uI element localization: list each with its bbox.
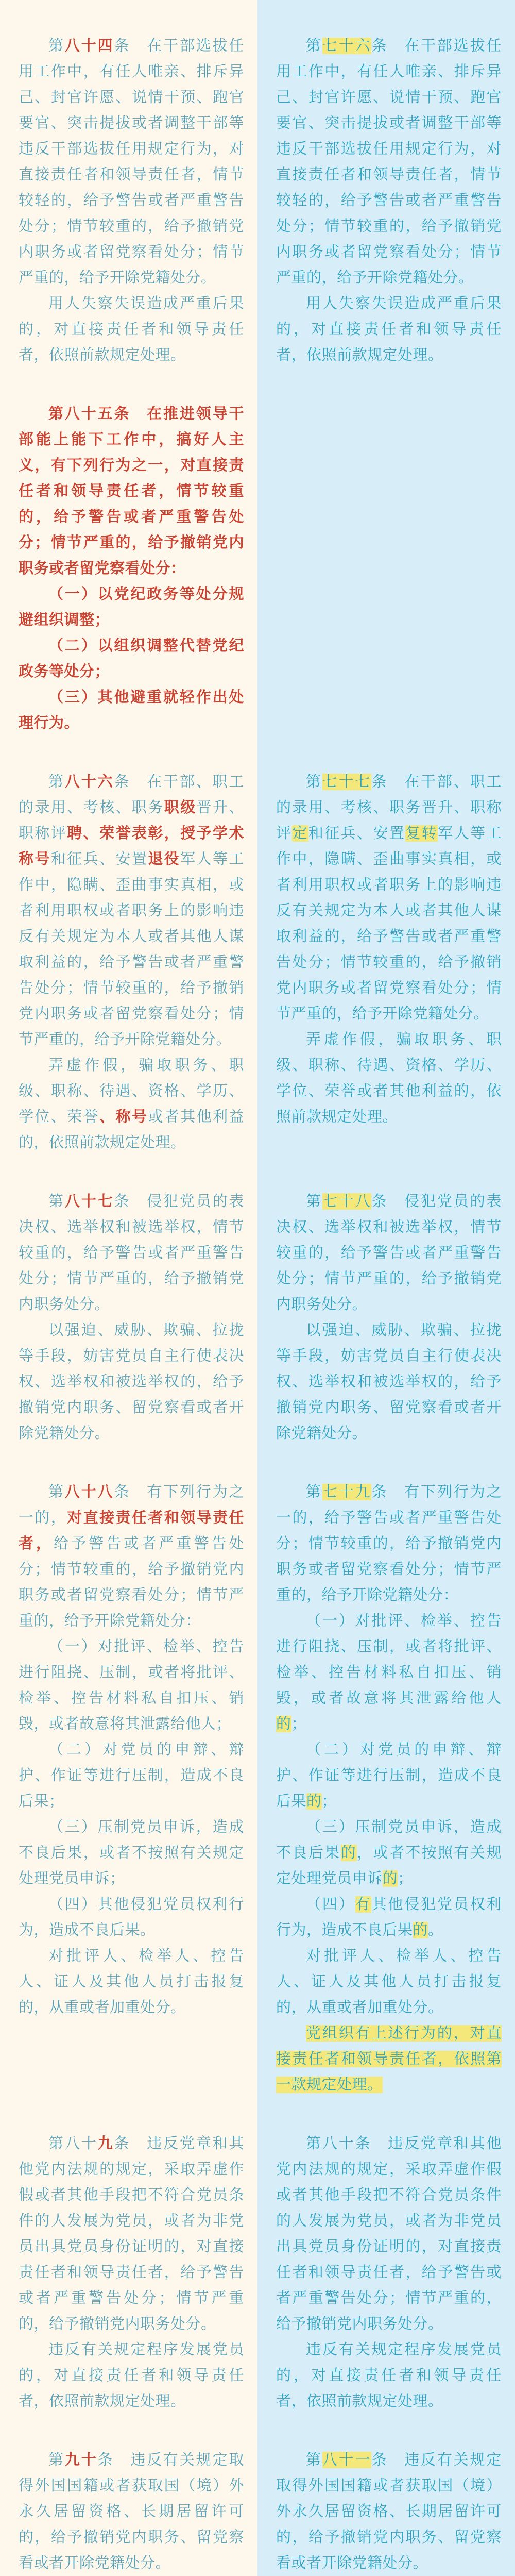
text-run: （四） <box>306 1896 355 1913</box>
article-paragraph <box>19 2337 244 2414</box>
article-paragraph <box>19 1814 244 1892</box>
text-run: 军人等工作中，隐瞒、歪曲事实真相，或者利用职权或者职务上的影响违反有关规定为本人或者其他人谋取利益的，给予警告或者严重警告处分；情节较重的，给予撤销党内职务或者留党察看处分；情节严重的，给予开除党籍处分。 <box>276 825 502 1022</box>
article-paragraph <box>19 1052 244 1156</box>
highlighted-text-run: 有 <box>355 1896 372 1913</box>
article-paragraph <box>276 2447 502 2576</box>
text-run: （一）对批评、检举、控告进行阻挠、压制，或者将批评、检举、控告材料私自扣压、销毁，或者故意将其泄露给他人 <box>276 1613 502 1707</box>
article-paragraph <box>276 2337 502 2414</box>
article-paragraph <box>19 1189 244 1317</box>
text-run: 其他侵犯党员权利行为，造成不良后果 <box>276 1896 502 1938</box>
article-paragraph <box>276 2131 502 2337</box>
old-version-column-cell <box>258 0 515 368</box>
text-run: 以强迫、威胁、欺骗、拉拢等手段，妨害党员自主行使表决权、选举权和被选举权的，给予撤销党内职务、留党察看或者开除党籍处分。 <box>276 1322 502 1442</box>
text-run: 条 在干部选拔任用工作中，有任人唯亲、排斥异己、封官许愿、说情干预、跑官要官、突击提拔或者调整干部等违反干部选拔任用规定行为，对直接责任者和领导责任者，情节较轻的，给予警告或者严重警告处分；情节较重的，给予撤销党内职务或者留党察看处分；情节严重的，给予开除党籍处分。 <box>19 38 244 286</box>
comparison-row <box>0 1446 515 2098</box>
article-paragraph <box>276 33 502 291</box>
text-run: 军人等工作中，隐瞒、歪曲事实真相，或者利用职权或者职务上的影响违反有关规定为本人或者其他人谋取利益的，给予警告或者严重警告处分；情节较重的，给予撤销党内职务或者留党察看处分；情节严重的，给予开除党籍处分。 <box>19 851 244 1048</box>
article-block <box>276 2131 502 2414</box>
article-paragraph <box>276 1189 502 1317</box>
article-paragraph <box>276 1317 502 1446</box>
new-version-column-cell <box>0 736 258 1156</box>
text-run: 违反有关规定程序发展党员的，对直接责任者和领导责任者，依照前款规定处理。 <box>19 2341 244 2410</box>
article-block <box>276 1189 502 1446</box>
article-paragraph <box>19 1943 244 2020</box>
article-block <box>19 1479 244 2020</box>
new-version-column-cell <box>0 0 258 368</box>
old-version-column-cell <box>258 1156 515 1446</box>
text-run: 弄虚作假，骗取职务、职级、职称、待遇、资格、学历、学位、荣誉或者其他利益的，依照前款规定处理。 <box>276 1031 502 1125</box>
article-paragraph <box>276 2020 502 2098</box>
text-run: 第 <box>48 774 65 790</box>
new-version-column-cell <box>0 1156 258 1446</box>
article-paragraph <box>19 684 244 736</box>
added-text-run: （三）其他避重就轻作出处理行为。 <box>19 689 244 731</box>
old-version-column-cell <box>258 2098 515 2414</box>
article-paragraph <box>19 291 244 368</box>
text-run: 第 <box>306 1193 322 1210</box>
text-run: 第八十条 违反党章和其他党内法规的规定，采取弄虚作假或者其他手段把不符合党员条件的人发展为党员，或者为非党员出具党员身份证明的，对直接责任者和领导责任者，给予警告或者严重警告处分；情节严重的，给予撤销党内职务处分。 <box>276 2135 502 2332</box>
article-block <box>19 1189 244 1446</box>
added-text-run: 、称号 <box>99 1109 148 1125</box>
article-paragraph <box>276 1027 502 1130</box>
highlighted-text-run: 七十八 <box>322 1193 372 1210</box>
text-run: 第 <box>306 1484 322 1500</box>
new-version-column-cell <box>0 1446 258 2098</box>
new-version-column-cell <box>0 368 258 736</box>
text-run: 条 违反党章和其他党内法规的规定，采取弄虚作假或者其他手段把不符合党员条件的人发展为党员，或者为非党员出具党员身份证明的，对直接责任者和领导责任者，给予警告或者严重警告处分；情节严重的，给予撤销党内职务处分。 <box>19 2135 244 2332</box>
added-text-run: 八十六 <box>64 774 114 790</box>
highlighted-text-run: 的 <box>413 1922 428 1938</box>
highlighted-text-run: 七十六 <box>322 38 372 54</box>
text-run: 条 在干部选拔任用工作中，有任人唯亲、排斥异己、封官许愿、说情干预、跑官要官、突击提拔或者调整干部等违反干部选拔任用规定行为，对直接责任者和领导责任者，情节较轻的，给予警告或者严重警告处分；情节较重的，给予撤销党内职务或者留党察看处分；情节严重的，给予开除党籍处分。 <box>276 38 502 286</box>
article-paragraph <box>276 1479 502 1608</box>
article-paragraph <box>19 769 244 1052</box>
text-run: （三）压制党员申诉，造成不良后果 <box>276 1819 502 1861</box>
article-paragraph <box>276 769 502 1027</box>
text-run: 给予警告或者严重警告处分；情节较重的，给予撤销党内职务或者留党察看处分；情节严重的，给予开除党籍处分： <box>19 1535 244 1629</box>
comparison-row <box>0 1156 515 1446</box>
text-run: 用人失察失误造成严重后果的，对直接责任者和领导责任者，依照前款规定处理。 <box>276 295 502 363</box>
article-block <box>276 769 502 1130</box>
added-text-run: 第八十五条 在推进领导干部能上能下工作中，搞好人主义，有下列行为之一，对直接责任者和领导责任者，情节较重的，给予警告或者严重警告处分；情节严重的，给予撤销党内职务或者留党察看处分： <box>19 406 244 577</box>
highlighted-text-run: 的 <box>340 1845 357 1861</box>
text-run: 第 <box>306 38 322 54</box>
text-run: 第 <box>48 2452 65 2468</box>
added-text-run: 职级 <box>164 799 197 816</box>
added-text-run: 九 <box>97 2135 114 2152</box>
added-text-run: 对直接责任者和领导责任者， <box>19 1510 244 1552</box>
text-run: ； <box>291 1716 307 1732</box>
text-run: ； <box>321 1793 337 1810</box>
text-run: （三）压制党员申诉，造成不良后果，或者不按照有关规定处理党员申诉； <box>19 1819 244 1887</box>
text-run: 条 在干部、职工的录用、考核、职务晋升、职称评 <box>276 774 502 842</box>
text-run: （一）对批评、检举、控告进行阻挠、压制，或者将批评、检举、控告材料私自扣压、销毁，或者故意将其泄露给他人； <box>19 1638 244 1732</box>
article-block <box>19 2447 244 2576</box>
added-text-run: 八十四 <box>64 38 114 54</box>
highlighted-text-run: 党组织有上述行为的，对直接责任者和领导责任者，依照第一款规定处理。 <box>276 2025 502 2093</box>
new-version-column-cell <box>0 2414 258 2576</box>
article-paragraph <box>276 1892 502 1943</box>
text-run: 用人失察失误造成严重后果的，对直接责任者和领导责任者，依照前款规定处理。 <box>19 295 244 363</box>
article-paragraph <box>19 1479 244 1634</box>
text-run: （四）其他侵犯党员权利行为，造成不良后果。 <box>19 1896 244 1938</box>
article-paragraph <box>276 1943 502 2020</box>
old-version-column-cell <box>258 368 515 736</box>
highlighted-text-run: 的 <box>382 1870 398 1887</box>
text-run: 第 <box>306 774 322 790</box>
comparison-row <box>0 0 515 368</box>
highlighted-text-run: 七十九 <box>322 1484 372 1500</box>
highlighted-text-run: 七十七 <box>322 774 372 790</box>
article-block <box>276 1479 502 2098</box>
text-run: 条 侵犯党员的表决权、选举权和被选举权，情节较重的，给予警告或者严重警告处分；情节严重的，给予撤销党内职务处分。 <box>276 1193 502 1313</box>
old-version-column-cell <box>258 1446 515 2098</box>
old-version-column-cell <box>258 2414 515 2576</box>
article-paragraph <box>19 1892 244 1943</box>
article-paragraph <box>19 581 244 633</box>
article-paragraph <box>19 33 244 291</box>
old-version-column-cell <box>258 736 515 1156</box>
article-block <box>19 33 244 368</box>
comparison-row <box>0 2098 515 2414</box>
article-paragraph <box>276 1608 502 1737</box>
comparison-row <box>0 368 515 736</box>
highlighted-text-run: 复转 <box>405 825 438 842</box>
text-run: 。 <box>428 1922 443 1938</box>
added-text-run: 九十 <box>64 2452 98 2468</box>
added-text-run: （一）以党纪政务等处分规避组织调整； <box>19 586 244 628</box>
text-run: ； <box>398 1870 413 1887</box>
article-paragraph <box>19 1317 244 1446</box>
article-paragraph <box>19 2131 244 2337</box>
new-version-column-cell <box>0 2098 258 2414</box>
text-run: 对批评人、检举人、控告人、证人及其他人员打击报复的，从重或者加重处分。 <box>19 1948 244 2016</box>
article-paragraph <box>19 2447 244 2576</box>
highlighted-text-run: 的 <box>276 1716 291 1732</box>
article-paragraph <box>19 1634 244 1737</box>
text-run: 弄虚作假，骗取职务、职级、职称、待遇、资格、学历、学位、荣誉 <box>19 1057 244 1125</box>
comparison-row <box>0 736 515 1156</box>
text-run: 第 <box>48 1193 65 1210</box>
text-run: 或者其他利益的，依照前款规定处理。 <box>19 1109 244 1151</box>
article-paragraph <box>276 1814 502 1892</box>
article-block <box>19 401 244 736</box>
text-run: 第 <box>48 38 65 54</box>
text-run: 和征兵、安置 <box>50 851 148 867</box>
text-run: 条 违反有关规定取得外国国籍或者获取国（境）外永久居留资格、长期居留许可的，给予撤销党内职务、留党察看或者开除党籍处分。 <box>19 2452 244 2571</box>
article-block <box>19 2131 244 2414</box>
added-text-run: （二）以组织调整代替党纪政务等处分； <box>19 638 244 680</box>
article-paragraph <box>276 291 502 368</box>
text-run: 条 违反有关规定取得外国国籍或者获取国（境）外永久居留资格、长期居留许可的，给予撤销党内职务、留党察看或者开除党籍处分。 <box>276 2452 502 2571</box>
added-text-run: 八十八 <box>64 1484 114 1500</box>
text-run: ，或者不按照有关规定处理党员申诉 <box>276 1845 502 1887</box>
added-text-run: 八十七 <box>64 1193 114 1210</box>
article-paragraph <box>19 401 244 581</box>
text-run: （二）对党员的申辩、辩护、作证等进行压制，造成不良后果； <box>19 1742 244 1810</box>
text-run: 和征兵、安置 <box>308 825 406 842</box>
highlighted-text-run: 八十一 <box>322 2452 372 2468</box>
article-block <box>276 2447 502 2576</box>
added-text-run: 聘、荣誉表彰，授予学术称号 <box>19 825 244 867</box>
text-run: 对批评人、检举人、控告人、证人及其他人员打击报复的，从重或者加重处分。 <box>276 1948 502 2016</box>
comparison-row <box>0 2414 515 2576</box>
text-run: 第八十 <box>48 2135 98 2152</box>
text-run: 条 在干部、职工的录用、考核、职务 <box>19 774 244 816</box>
article-block <box>276 33 502 368</box>
text-run: （二）对党员的申辩、辩护、作证等进行压制，造成不良后果 <box>276 1742 502 1810</box>
article-block <box>19 769 244 1156</box>
highlighted-text-run: 的 <box>306 1793 322 1810</box>
text-run: 条 侵犯党员的表决权、选举权和被选举权，情节较重的，给予警告或者严重警告处分；情节严重的，给予撤销党内职务处分。 <box>19 1193 244 1313</box>
text-run: 条 有下列行为之一的，给予警告或者严重警告处分；情节较重的，给予撤销党内职务或者留党察看处分；情节严重的，给予开除党籍处分： <box>276 1484 502 1603</box>
article-paragraph <box>276 1737 502 1814</box>
text-run: 第 <box>48 1484 65 1500</box>
text-run: 违反有关规定程序发展党员的，对直接责任者和领导责任者，依照前款规定处理。 <box>276 2341 502 2410</box>
text-run: 条 有下列行为之一的， <box>19 1484 244 1526</box>
article-paragraph <box>19 633 244 684</box>
text-run: 以强迫、威胁、欺骗、拉拢等手段，妨害党员自主行使表决权、选举权和被选举权的，给予撤销党内职务、留党察看或者开除党籍处分。 <box>19 1322 244 1442</box>
article-paragraph <box>19 1737 244 1814</box>
text-run: 第 <box>306 2452 322 2468</box>
added-text-run: 退役 <box>148 851 181 867</box>
text-run: 晋升、职称评 <box>19 799 244 842</box>
highlighted-text-run: 定 <box>292 825 308 842</box>
